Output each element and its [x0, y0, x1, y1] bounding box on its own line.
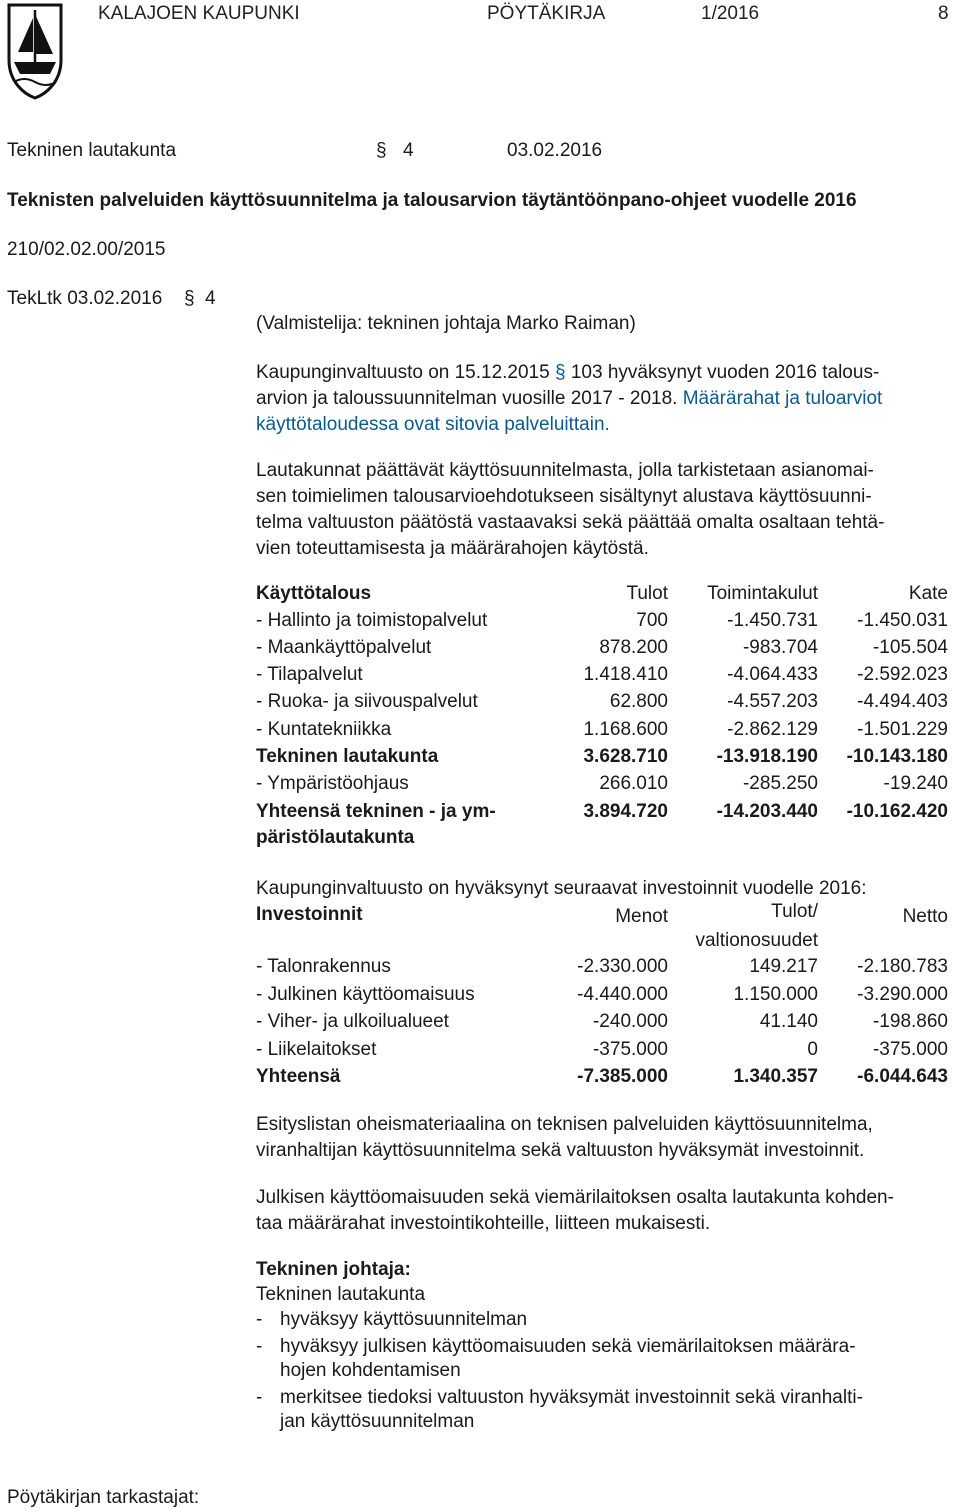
table-subtotal-row	[256, 746, 956, 772]
cell-kate: -19.240	[883, 773, 948, 794]
cell-tulot: 1.418.410	[583, 664, 668, 685]
table-row	[256, 637, 956, 663]
cell-netto: -198.860	[872, 1011, 948, 1032]
cell-tulot: 3.628.710	[583, 746, 668, 767]
row-label: Tekninen lautakunta	[256, 746, 439, 767]
table-row	[256, 719, 956, 745]
column-header: Käyttötalous	[256, 583, 372, 604]
cell-kate: -10.162.420	[846, 801, 948, 822]
row-label: - Liikelaitokset	[256, 1039, 377, 1060]
cell-tulot: 1.340.357	[733, 1066, 818, 1087]
column-header: Tulot	[626, 583, 668, 604]
table-header-row	[256, 901, 956, 954]
cell-kate: -10.143.180	[846, 746, 948, 767]
paragraph-attachments	[256, 1112, 956, 1164]
list-item-continued: jan käyttösuunnitelman	[280, 1411, 475, 1432]
paragraph-line	[256, 386, 956, 412]
reference-prefix: TekLtk 03.02.2016	[7, 288, 163, 309]
cell-netto: -375.000	[872, 1039, 948, 1060]
cell-kate: -105.504	[872, 637, 948, 658]
cell-kulut: -14.203.440	[716, 801, 818, 822]
cell-kate: -4.494.403	[857, 691, 948, 712]
table-total-row	[256, 801, 956, 853]
paragraph-line: vien toteuttamisesta ja määrärahojen käytöstä.	[256, 538, 649, 559]
cell-kulut: -4.557.203	[727, 691, 818, 712]
row-label: - Maankäyttöpalvelut	[256, 637, 432, 658]
column-header: Kate	[908, 583, 948, 604]
row-label-continued: päristölautakunta	[256, 827, 415, 848]
preparer-note: (Valmistelija: tekninen johtaja Marko Raiman)	[256, 313, 636, 334]
row-label: Yhteensä tekninen - ja ym-	[256, 801, 496, 822]
list-item: merkitsee tiedoksi valtuuston hyväksymät investoinnit sekä viranhalti-	[280, 1387, 863, 1408]
paragraph-line: Esityslistan oheismateriaalina on teknisen palveluiden käyttösuunnitelma,	[256, 1114, 873, 1135]
linked-text[interactable]: käyttötaloudessa ovat sitovia palveluittain.	[256, 414, 610, 435]
paragraph-budget-approval	[256, 360, 956, 438]
row-label: - Julkinen käyttöomaisuus	[256, 984, 475, 1005]
column-header: Toimintakulut	[707, 583, 818, 604]
cell-menot: -375.000	[592, 1039, 668, 1060]
table-header-row	[256, 583, 956, 609]
cell-tulot: 1.168.600	[583, 719, 668, 740]
column-header: Investoinnit	[256, 904, 363, 925]
linked-text[interactable]: Määrärahat ja tuloarviot	[682, 388, 883, 409]
section-link[interactable]: §	[554, 362, 566, 383]
row-label: - Tilapalvelut	[256, 664, 363, 685]
list-item: hyväksyy käyttösuunnitelman	[280, 1309, 528, 1330]
paragraph-line: telma valtuuston päätöstä vastaavaksi sekä päättää omalta osaltaan tehtä-	[256, 512, 885, 533]
row-label: - Ruoka- ja siivouspalvelut	[256, 691, 478, 712]
list-item: hyväksyy julkisen käyttöomaisuuden sekä viemärilaitoksen määrära-	[280, 1336, 856, 1357]
table-row	[256, 1039, 956, 1065]
paragraph-line: Julkisen käyttöomaisuuden sekä viemärilaitoksen osalta lautakunta kohden-	[256, 1187, 894, 1208]
cell-tulot: 41.140	[759, 1011, 818, 1032]
cell-netto: -2.180.783	[857, 956, 948, 977]
cell-menot: -4.440.000	[577, 984, 668, 1005]
row-label: - Viher- ja ulkoilualueet	[256, 1011, 449, 1032]
cell-tulot: 3.894.720	[583, 801, 668, 822]
city-crest-logo	[6, 2, 64, 100]
cell-kulut: -983.704	[742, 637, 818, 658]
cell-tulot: 700	[636, 610, 668, 631]
cell-kulut: -2.862.129	[727, 719, 818, 740]
paragraph-text: arvion ja taloussuunnitelman vuosille 2017 - 2018.	[256, 388, 678, 409]
meeting-date: 03.02.2016	[507, 140, 603, 161]
paragraph-text: Kaupunginvaltuusto on 15.12.2015	[256, 362, 550, 383]
cell-kate: -1.450.031	[857, 610, 948, 631]
cell-tulot: 878.200	[599, 637, 668, 658]
header-city: KALAJOEN KAUPUNKI	[98, 3, 300, 24]
paragraph-line	[256, 360, 956, 386]
cell-menot: -2.330.000	[577, 956, 668, 977]
proposal-heading: Tekninen johtaja:	[256, 1259, 411, 1280]
table-row	[256, 984, 956, 1010]
column-header: Menot	[615, 906, 668, 927]
table-row	[256, 773, 956, 799]
cell-netto: -3.290.000	[857, 984, 948, 1005]
topic-title: Teknisten palveluiden käyttösuunnitelma ja talousarvion täytäntöönpano-ohjeet vuodelle 2016	[7, 190, 857, 211]
paragraph-committees	[256, 458, 956, 562]
row-label: Yhteensä	[256, 1066, 341, 1087]
table-row	[256, 664, 956, 690]
table-row	[256, 610, 956, 636]
cell-tulot: 149.217	[749, 956, 818, 977]
column-header: valtionosuudet	[695, 930, 818, 951]
meeting-section-number: 4	[403, 140, 414, 161]
table-total-row	[256, 1066, 956, 1092]
row-label: - Kuntatekniikka	[256, 719, 392, 740]
table-row	[256, 691, 956, 717]
cell-kate: -1.501.229	[857, 719, 948, 740]
paragraph-allocation	[256, 1185, 956, 1237]
cell-kulut: -1.450.731	[727, 610, 818, 631]
cell-kulut: -13.918.190	[716, 746, 818, 767]
cell-kulut: -4.064.433	[727, 664, 818, 685]
row-label: - Talonrakennus	[256, 956, 391, 977]
cell-menot: -7.385.000	[577, 1066, 668, 1087]
cell-tulot: 62.800	[609, 691, 668, 712]
list-bullet: -	[256, 1336, 263, 1357]
paragraph-line: sen toimielimen talousarvioehdotukseen sisältynyt alustava käyttösuunni-	[256, 486, 872, 507]
meeting-body: Tekninen lautakunta	[7, 140, 177, 161]
record-id: 210/02.02.00/2015	[7, 239, 166, 260]
cell-kulut: -285.250	[742, 773, 818, 794]
list-bullet: -	[256, 1387, 263, 1408]
column-header: Netto	[902, 906, 948, 927]
paragraph-text: 103 hyväksynyt vuoden 2016 talous-	[570, 362, 880, 383]
header-doc-type: PÖYTÄKIRJA	[487, 3, 606, 24]
row-label: - Ympäristöohjaus	[256, 773, 409, 794]
row-label: - Hallinto ja toimistopalvelut	[256, 610, 488, 631]
cell-tulot: 1.150.000	[733, 984, 818, 1005]
list-item-continued: hojen kohdentamisen	[280, 1360, 461, 1381]
cell-menot: -240.000	[592, 1011, 668, 1032]
reference-section-number: 4	[205, 288, 216, 309]
investment-intro: Kaupunginvaltuusto on hyväksynyt seuraavat investoinnit vuodelle 2016:	[256, 878, 867, 899]
paragraph-line: Lautakunnat päättävät käyttösuunnitelmasta, jolla tarkistetaan asianomai-	[256, 460, 874, 481]
cell-tulot: 0	[807, 1039, 818, 1060]
header-page-number: 8	[938, 3, 949, 24]
minutes-checkers-label: Pöytäkirjan tarkastajat:	[7, 1487, 200, 1508]
table-row	[256, 956, 956, 982]
list-bullet: -	[256, 1309, 263, 1330]
cell-kate: -2.592.023	[857, 664, 948, 685]
paragraph-line: taa määrärahat investointikohteille, liitteen mukaisesti.	[256, 1213, 711, 1234]
reference-section-sign: §	[184, 288, 195, 309]
section-sign: §	[376, 140, 387, 161]
table-row	[256, 1011, 956, 1037]
header-doc-number: 1/2016	[701, 3, 760, 24]
cell-tulot: 266.010	[599, 773, 668, 794]
cell-netto: -6.044.643	[857, 1066, 948, 1087]
proposal-addressee: Tekninen lautakunta	[256, 1284, 426, 1305]
paragraph-line: viranhaltijan käyttösuunnitelma sekä valtuuston hyväksymät investoinnit.	[256, 1140, 865, 1161]
column-header: Tulot/	[771, 901, 818, 922]
